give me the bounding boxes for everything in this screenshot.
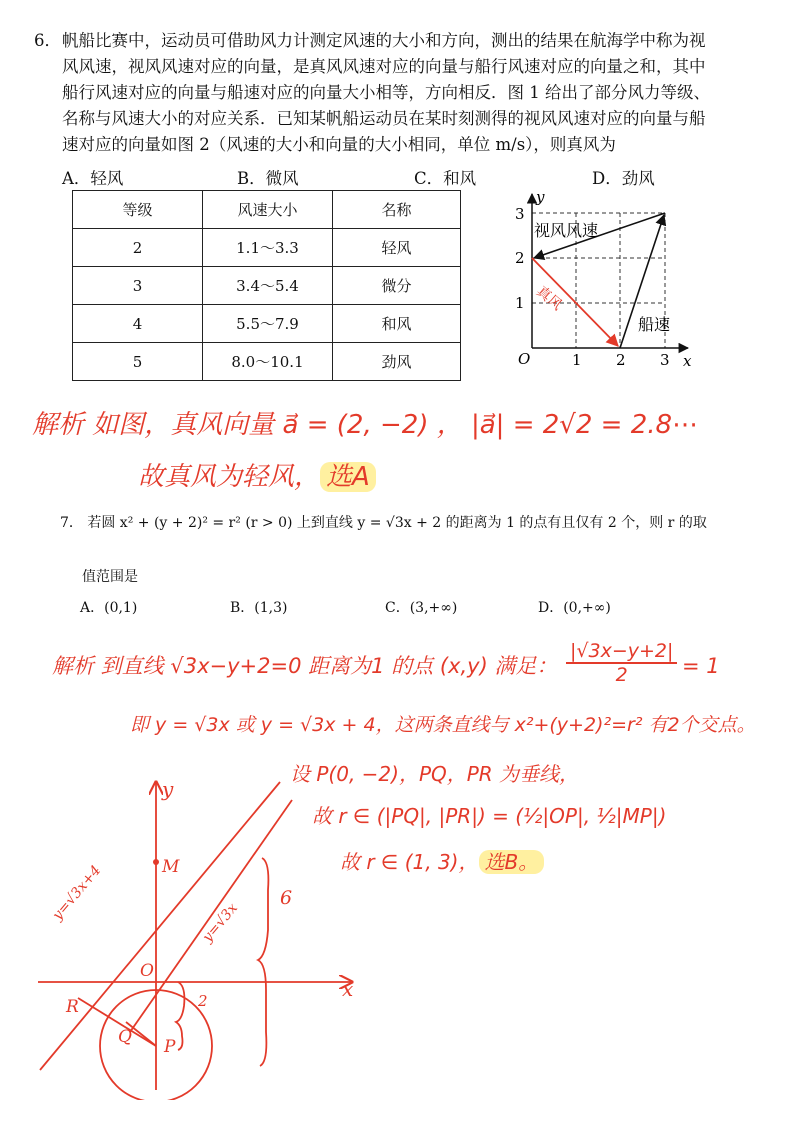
- option-c: C．和风: [414, 169, 477, 188]
- option-b: B．(1,3): [230, 600, 288, 616]
- table-row: [73, 229, 461, 267]
- option-d: D．劲风: [592, 169, 655, 188]
- table-row: [73, 305, 461, 343]
- question-stem: 7． 若圆 x² + (y + 2)² = r² (r > 0) 上到直线 y = √3x + 2 的距离为 1 的点有且仅有 2 个，则 r 的取: [60, 515, 707, 531]
- table-cell: 1.1～3.3: [203, 229, 333, 267]
- table-cell: 8.0～10.1: [203, 343, 333, 381]
- q6-solution-conclusion: 故真风为轻风，: [138, 462, 321, 492]
- q7-answer-highlight: 选B。: [479, 850, 545, 874]
- question-line: 风风速，视风风速对应的向量，是真风风速对应的向量与船行风速对应的向量之和，其中: [62, 57, 706, 76]
- sketch-line-upper: [40, 782, 280, 1070]
- q7-fraction-eq: = 1: [682, 654, 720, 678]
- q6-answer-highlight: 选A: [320, 462, 376, 492]
- table-header-row: [73, 191, 461, 229]
- table-cell: 3: [73, 267, 203, 305]
- sketch-x-label: x: [342, 977, 354, 1001]
- table-cell: 2: [73, 229, 203, 267]
- q7-solution-line4: 故 r ∈ (|PQ|, |PR|) = (½|OP|, ½|MP|): [312, 804, 667, 828]
- q7-solution-conclusion: 故 r ∈ (1, 3)，: [340, 850, 479, 874]
- table-header: 风速大小: [203, 191, 333, 229]
- table-row: [73, 267, 461, 305]
- sketch-q-label: Q: [118, 1027, 132, 1047]
- table-header: 名称: [333, 191, 461, 229]
- question-line: 帆船比赛中，运动员可借助风力计测定风速的大小和方向，测出的结果在航海学中称为视: [62, 31, 706, 50]
- option-a: A．轻风: [62, 169, 124, 188]
- table-cell: 轻风: [333, 229, 461, 267]
- sketch-brace-2: [176, 982, 184, 1050]
- q7-solution-text: 解析 到直线 √3x−y+2=0 距离为1 的点 (x,y) 满足：: [52, 654, 558, 678]
- origin-label: O: [518, 350, 531, 368]
- boat-speed-label: 船速: [638, 315, 671, 334]
- table-header: 等级: [73, 191, 203, 229]
- x-axis-label: x: [683, 352, 692, 370]
- table-cell: 劲风: [333, 343, 461, 381]
- table-cell: 和风: [333, 305, 461, 343]
- table-cell: 3.4～5.4: [203, 267, 333, 305]
- q6-solution-line1: 解析 如图，真风向量 a⃗ = (2, −2) ， |a⃗| = 2√2 = 2.8⋯: [32, 410, 699, 440]
- table-cell: 4: [73, 305, 203, 343]
- table-cell: 微分: [333, 267, 461, 305]
- q6-solution-line2: [138, 456, 376, 493]
- question-stem-cont: 值范围是: [82, 569, 138, 585]
- q7-solution-line3: 设 P(0, −2)，PQ，PR 为垂线，: [290, 762, 580, 786]
- sketch-m-label: M: [162, 857, 180, 877]
- true-wind-label: 真风: [533, 283, 565, 314]
- sketch-lower-line-label: y=√3x: [199, 900, 242, 946]
- q7-solution-line5: [340, 846, 544, 875]
- question-6: [34, 28, 774, 158]
- sketch-dist-6: 6: [280, 887, 293, 909]
- y-tick: 1: [515, 294, 525, 312]
- question-line: 名称与风速大小的对应关系．已知某帆船运动员在某时刻测得的视风风速对应的向量与船: [62, 109, 706, 128]
- fraction-denominator: 2: [615, 664, 628, 686]
- q7-options: [80, 597, 640, 617]
- vector-figure: [500, 188, 710, 378]
- question-number: 6．: [34, 31, 61, 50]
- q6-options: [62, 165, 682, 189]
- fraction-numerator: |√3x−y+2|: [566, 640, 677, 664]
- apparent-wind-label: 视风风速: [534, 221, 599, 240]
- question-line: 速对应的向量如图 2（风速的大小和向量的大小相同，单位 m/s），则真风为: [62, 135, 616, 154]
- q7-sketch: [30, 770, 370, 1100]
- q7-fraction: [566, 640, 677, 686]
- sketch-o-label: O: [140, 961, 154, 981]
- sketch-brace-6: [258, 858, 268, 1066]
- x-tick: 1: [572, 351, 582, 369]
- x-tick: 3: [660, 351, 670, 369]
- sketch-dist-2: 2: [198, 992, 208, 1010]
- q7-solution-line1: [52, 650, 557, 680]
- sketch-p-label: P: [164, 1037, 176, 1057]
- table-cell: 5.5～7.9: [203, 305, 333, 343]
- option-d: D．(0,+∞): [538, 600, 611, 616]
- table-cell: 5: [73, 343, 203, 381]
- y-tick: 2: [515, 249, 525, 267]
- y-axis-label: y: [536, 188, 545, 206]
- sketch-r-label: R: [66, 997, 79, 1017]
- q7-solution-line2: 即 y = √3x 或 y = √3x + 4，这两条直线与 x²+(y+2)²=r² 有2个交点。: [130, 714, 756, 736]
- sketch-upper-line-label: y=√3x+4: [49, 862, 105, 924]
- option-a: A．(0,1): [80, 600, 138, 616]
- question-7: [60, 512, 780, 586]
- x-tick: 2: [616, 351, 626, 369]
- question-line: 船行风速对应的向量与船速对应的向量大小相等，方向相反．图 1 给出了部分风力等级、: [62, 83, 710, 102]
- wind-level-table: [72, 190, 461, 381]
- y-tick: 3: [515, 205, 525, 223]
- option-c: C．(3,+∞): [385, 600, 458, 616]
- option-b: B．微风: [237, 169, 299, 188]
- sketch-point-m: [153, 859, 159, 865]
- sketch-y-label: y: [162, 777, 174, 801]
- table-row: [73, 343, 461, 381]
